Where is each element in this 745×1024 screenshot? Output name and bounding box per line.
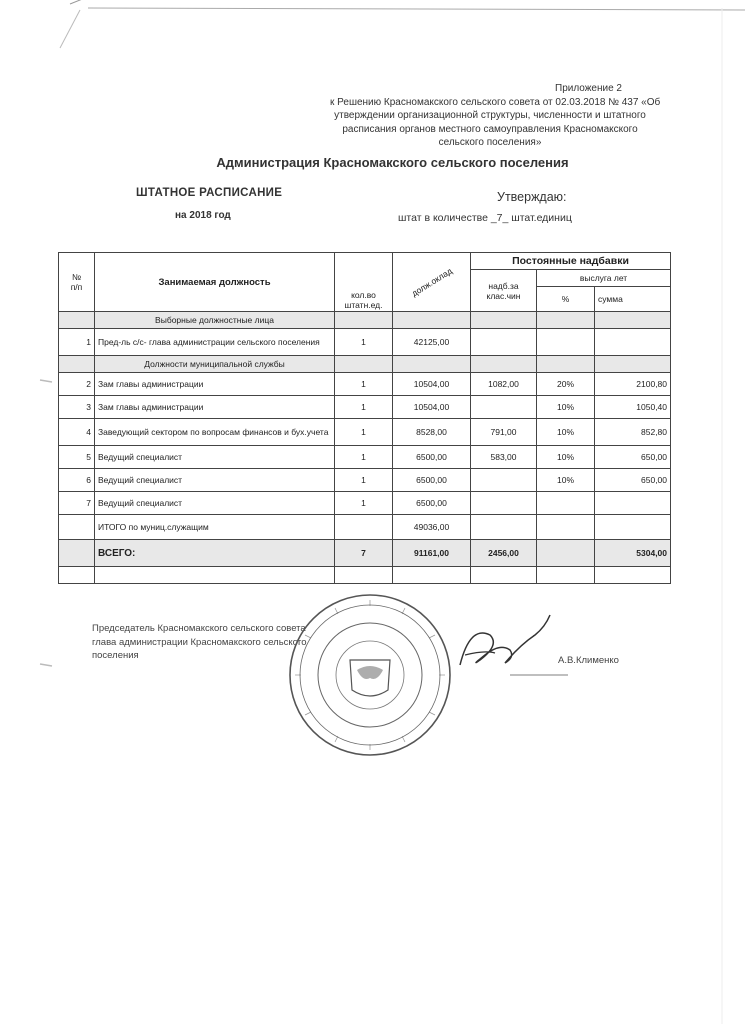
row-percent: 10% — [537, 419, 595, 446]
section-row — [59, 356, 671, 373]
empty-cell — [59, 312, 95, 329]
appendix-line-5: сельского поселения» — [438, 137, 542, 148]
header-number-line2: п/п — [70, 282, 83, 292]
table-row — [59, 329, 671, 356]
total-class: 2456,00 — [471, 540, 537, 567]
header-sum: сумма — [595, 287, 671, 312]
empty-cell — [471, 312, 537, 329]
empty-cell — [537, 540, 595, 567]
empty-cell — [335, 356, 393, 373]
row-percent: 10% — [537, 469, 595, 492]
row-sum: 1050,40 — [595, 396, 671, 419]
row-sum: 650,00 — [595, 469, 671, 492]
document-title: ШТАТНОЕ РАСПИСАНИЕ — [136, 187, 283, 199]
row-class: 583,00 — [471, 446, 537, 469]
organization-title: Администрация Красномакского сельского поселения — [216, 155, 569, 170]
row-position: Ведущий специалист — [95, 492, 335, 515]
appendix-line-3: утверждении организационной структуры, численности и штатного — [334, 110, 646, 121]
row-percent — [537, 492, 595, 515]
empty-cell — [537, 356, 595, 373]
row-class — [471, 329, 537, 356]
subtotal-row — [59, 515, 671, 540]
header-count: кол.во штатн.ед. — [335, 253, 393, 312]
section-row — [59, 312, 671, 329]
row-count: 1 — [335, 396, 393, 419]
row-number: 2 — [59, 373, 95, 396]
row-salary: 8528,00 — [393, 419, 471, 446]
total-sum: 5304,00 — [595, 540, 671, 567]
row-salary: 42125,00 — [393, 329, 471, 356]
header-salary — [393, 253, 471, 312]
empty-cell — [59, 515, 95, 540]
staff-schedule-table — [58, 252, 671, 584]
total-count: 7 — [335, 540, 393, 567]
empty-cell — [537, 567, 595, 584]
empty-cell — [471, 567, 537, 584]
row-percent: 10% — [537, 446, 595, 469]
row-number: 7 — [59, 492, 95, 515]
row-sum — [595, 329, 671, 356]
approve-label: Утверждаю: — [497, 190, 567, 204]
header-allowances: Постоянные надбавки — [471, 253, 671, 270]
row-salary: 10504,00 — [393, 396, 471, 419]
row-class — [471, 469, 537, 492]
header-salary-text: долж.оклад — [409, 265, 454, 299]
empty-cell — [59, 356, 95, 373]
header-percent: % — [537, 287, 595, 312]
row-number: 4 — [59, 419, 95, 446]
row-percent: 20% — [537, 373, 595, 396]
row-class — [471, 492, 537, 515]
empty-cell — [59, 567, 95, 584]
header-position: Занимаемая должность — [95, 253, 335, 312]
signatory-line-3: поселения — [92, 650, 139, 661]
table-row — [59, 469, 671, 492]
empty-cell — [595, 567, 671, 584]
section-municipal: Должности муниципальной службы — [95, 356, 335, 373]
total-salary: 91161,00 — [393, 540, 471, 567]
appendix-note — [330, 82, 661, 150]
staff-count: штат в количестве _7_ штат.единиц — [398, 212, 572, 224]
row-class: 791,00 — [471, 419, 537, 446]
empty-cell — [537, 515, 595, 540]
appendix-line-2: к Решению Красномакского сельского совета от 02.03.2018 № 437 «Об — [330, 96, 661, 108]
subtotal-salary: 49036,00 — [393, 515, 471, 540]
empty-cell — [393, 356, 471, 373]
row-salary: 6500,00 — [393, 446, 471, 469]
table-row — [59, 492, 671, 515]
empty-cell — [335, 515, 393, 540]
document-year: на 2018 год — [175, 210, 231, 221]
row-count: 1 — [335, 329, 393, 356]
row-number: 6 — [59, 469, 95, 492]
row-sum: 852,80 — [595, 419, 671, 446]
empty-cell — [471, 356, 537, 373]
table-row — [59, 396, 671, 419]
empty-cell — [59, 540, 95, 567]
row-salary: 10504,00 — [393, 373, 471, 396]
empty-cell — [595, 356, 671, 373]
row-class: 1082,00 — [471, 373, 537, 396]
appendix-line-4: расписания органов местного самоуправления Красномакского — [342, 123, 638, 135]
empty-cell — [335, 567, 393, 584]
row-salary: 6500,00 — [393, 469, 471, 492]
row-count: 1 — [335, 419, 393, 446]
row-position: Ведущий специалист — [95, 446, 335, 469]
row-position: Зам главы администрации — [95, 396, 335, 419]
table-row — [59, 373, 671, 396]
subtotal-label: ИТОГО по муниц.служащим — [95, 515, 335, 540]
signatory-line-2: глава администрации Красномакского сельского — [92, 636, 307, 648]
empty-cell — [393, 312, 471, 329]
section-elected: Выборные должностные лица — [95, 312, 335, 329]
empty-cell — [595, 515, 671, 540]
blank-row — [59, 567, 671, 584]
row-number: 1 — [59, 329, 95, 356]
header-number — [59, 253, 95, 312]
empty-cell — [95, 567, 335, 584]
row-salary: 6500,00 — [393, 492, 471, 515]
row-sum: 2100,80 — [595, 373, 671, 396]
table-row — [59, 419, 671, 446]
empty-cell — [595, 312, 671, 329]
row-position: Зам главы администрации — [95, 373, 335, 396]
handwritten-signature — [440, 605, 570, 685]
empty-cell — [537, 312, 595, 329]
row-count: 1 — [335, 373, 393, 396]
table-row — [59, 446, 671, 469]
signatory-title — [92, 622, 307, 663]
row-position: Пред-ль с/с- глава администрации сельского поселения — [95, 329, 335, 356]
total-label: ВСЕГО: — [95, 540, 335, 567]
header-class-rank: надб.за клас.чин — [471, 270, 537, 312]
official-seal — [285, 590, 455, 760]
empty-cell — [393, 567, 471, 584]
signatory-line-1: Председатель Красномакского сельского совета — [92, 623, 306, 634]
row-position: Ведущий специалист — [95, 469, 335, 492]
row-number: 5 — [59, 446, 95, 469]
total-row — [59, 540, 671, 567]
row-sum: 650,00 — [595, 446, 671, 469]
table-header-row — [59, 253, 671, 270]
row-percent: 10% — [537, 396, 595, 419]
empty-cell — [471, 515, 537, 540]
row-class — [471, 396, 537, 419]
signatory-name: А.В.Клименко — [558, 655, 619, 666]
empty-cell — [335, 312, 393, 329]
row-count: 1 — [335, 446, 393, 469]
row-position: Заведующий сектором по вопросам финансов и бух.учета — [95, 419, 335, 446]
row-sum — [595, 492, 671, 515]
header-service: выслуга лет — [537, 270, 671, 287]
header-number-line1: № — [71, 272, 82, 282]
row-percent — [537, 329, 595, 356]
appendix-line-1: Приложение 2 — [555, 83, 622, 94]
row-number: 3 — [59, 396, 95, 419]
row-count: 1 — [335, 469, 393, 492]
row-count: 1 — [335, 492, 393, 515]
